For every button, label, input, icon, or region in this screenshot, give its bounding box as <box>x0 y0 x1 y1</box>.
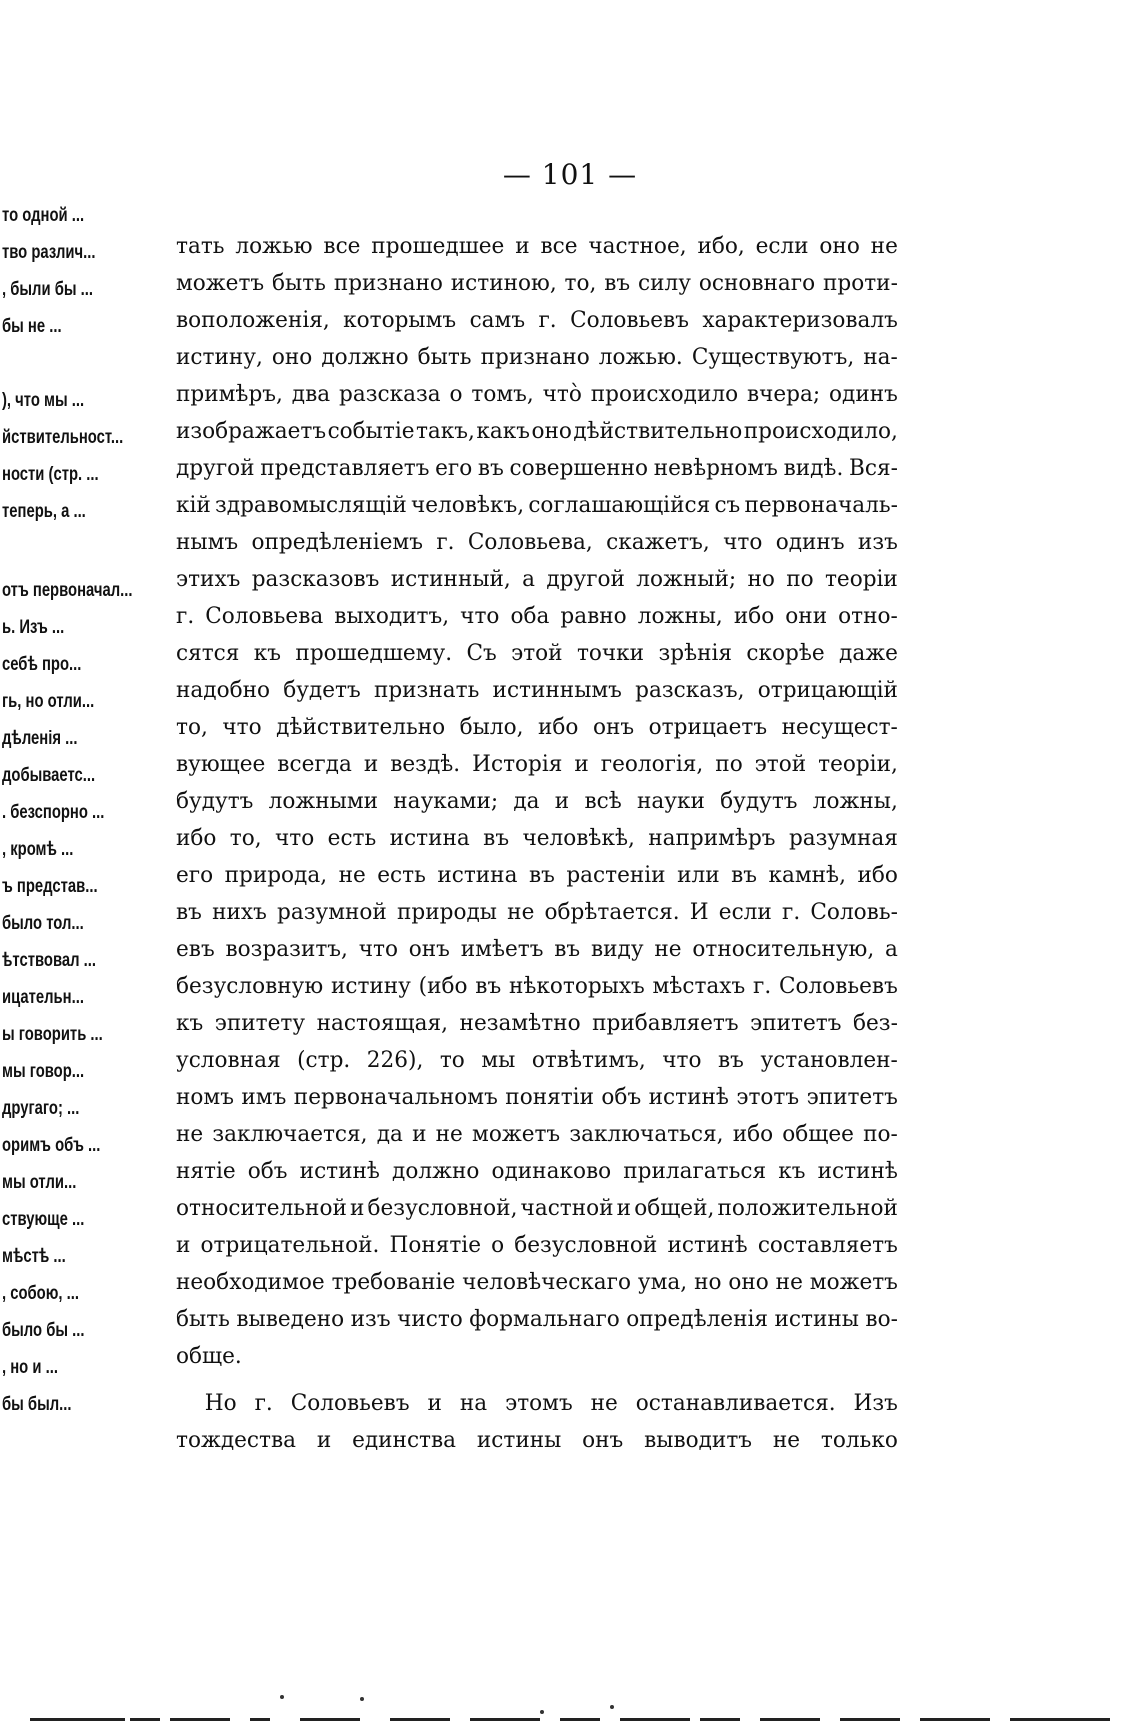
text-line: номъ имъ первоначальномъ понятіи объ истинѣ этотъ эпитетъ <box>176 1084 898 1110</box>
text-line: безусловную истину (ибо въ нѣкоторыхъ мѣстахъ г. Соловьевъ <box>176 973 898 999</box>
text-line: этихъ разсказовъ истинный, а другой ложный; но по теоріи <box>176 566 898 592</box>
margin-fragment: отъ первоначал... <box>2 580 133 601</box>
text-line: кій здравомыслящій человѣкъ, соглашающійся съ первоначаль- <box>176 492 898 518</box>
text-line: условная (стр. 226), то мы отвѣтимъ, что въ установлен- <box>176 1047 898 1073</box>
text-line: быть выведено изъ чисто формальнаго опредѣленія истины во- <box>176 1306 898 1332</box>
text-line: относительной и безусловной, частной и общей, положительной <box>176 1195 898 1221</box>
text-line: надобно будетъ признать истиннымъ разсказъ, отрицающій <box>176 677 898 703</box>
margin-fragment: дѣленія ... <box>2 728 78 749</box>
margin-fragment: бы был... <box>2 1394 72 1415</box>
text-line: евъ возразитъ, что онъ имѣетъ въ виду не относительную, а <box>176 936 898 962</box>
margin-fragment: ицательн... <box>2 987 84 1008</box>
margin-fragment: другаго; ... <box>2 1098 80 1119</box>
margin-fragment: , но и ... <box>2 1357 58 1378</box>
scan-speck <box>280 1695 284 1699</box>
text-line: его природа, не есть истина въ растеніи или въ камнѣ, ибо <box>176 862 898 888</box>
page-number: — 101 — <box>502 158 638 191</box>
text-line: воположенія, которымъ самъ г. Соловьевъ характеризовалъ <box>176 307 898 333</box>
text-line: примѣръ, два разсказа о томъ, что̀ происходило вчера; одинъ <box>176 381 898 407</box>
text-line: не заключается, да и не можетъ заключаться, ибо общее по- <box>176 1121 898 1147</box>
margin-fragment: ъ представ... <box>2 876 98 897</box>
margin-fragment: ь. Изъ ... <box>2 617 65 638</box>
text-line: можетъ быть признано истиною, то, въ силу основнаго проти- <box>176 270 898 296</box>
text-line: ибо то, что есть истина въ человѣкѣ, напримѣръ разумная <box>176 825 898 851</box>
margin-fragment: бы не ... <box>2 316 62 337</box>
text-line: необходимое требованіе человѣческаго ума, но оно не можетъ <box>176 1269 898 1295</box>
margin-fragment: ы говорить ... <box>2 1024 103 1045</box>
text-line: другой представляетъ его въ совершенно невѣрномъ видѣ. Вся- <box>176 455 898 481</box>
bottom-scan-rule <box>0 1718 1140 1721</box>
text-line: къ эпитету настоящая, незамѣтно прибавляетъ эпитетъ без- <box>176 1010 898 1036</box>
margin-fragment: мы отли... <box>2 1172 77 1193</box>
margin-fragment: оримъ объ ... <box>2 1135 101 1156</box>
margin-fragment: , кромѣ ... <box>2 839 74 860</box>
margin-fragment: , были бы ... <box>2 279 93 300</box>
margin-fragment: было бы ... <box>2 1320 85 1341</box>
scan-speck <box>360 1697 364 1701</box>
text-line: нятіе объ истинѣ должно одинаково прилагаться къ истинѣ <box>176 1158 898 1184</box>
text-line: будутъ ложными науками; да и всѣ науки будутъ ложны, <box>176 788 898 814</box>
margin-fragment: ), что мы ... <box>2 390 85 411</box>
text-line: изображаетъ событіе такъ, какъ оно дѣйствительно происходило, <box>176 418 898 444</box>
text-line: Но г. Соловьевъ и на этомъ не останавливается. Изъ <box>204 1390 898 1416</box>
text-line: то, что дѣйствительно было, ибо онъ отрицаетъ несущест- <box>176 714 898 740</box>
text-line: г. Соловьева выходитъ, что оба равно ложны, ибо они отно- <box>176 603 898 629</box>
margin-fragment: гь, но отли... <box>2 691 95 712</box>
scan-speck <box>610 1705 614 1709</box>
text-line: въ нихъ разумной природы не обрѣтается. И если г. Соловь- <box>176 899 898 925</box>
margin-fragment: теперь, а ... <box>2 501 86 522</box>
margin-fragment: добываетс... <box>2 765 96 786</box>
margin-fragment: было тол... <box>2 913 84 934</box>
margin-fragment: мы говор... <box>2 1061 85 1082</box>
text-line: вующее всегда и вездѣ. Исторія и геологія, по этой теоріи, <box>176 751 898 777</box>
margin-fragment: то одной ... <box>2 205 85 226</box>
margin-fragment: , собою, ... <box>2 1283 79 1304</box>
text-line: тождества и единства истины онъ выводитъ не только <box>176 1427 898 1453</box>
scan-speck <box>540 1710 544 1714</box>
text-line: и отрицательной. Понятіе о безусловной истинѣ составляетъ <box>176 1232 898 1258</box>
text-line: истину, оно должно быть признано ложью. Существуютъ, на- <box>176 344 898 370</box>
paragraph-1 <box>176 228 928 1375</box>
main-text-column <box>176 228 928 1459</box>
text-line: тать ложью все прошедшее и все частное, ибо, если оно не <box>176 233 898 259</box>
text-line: обще. <box>176 1343 242 1369</box>
text-line: нымъ опредѣленіемъ г. Соловьева, скажетъ, что одинъ изъ <box>176 529 898 555</box>
text-line: сятся къ прошедшему. Съ этой точки зрѣнія скорѣе даже <box>176 640 898 666</box>
margin-fragment: тво различ... <box>2 242 96 263</box>
margin-fragment: . безспорно ... <box>2 802 105 823</box>
margin-fragment: ности (стр. ... <box>2 464 99 485</box>
margin-fragment: себѣ про... <box>2 654 82 675</box>
margin-fragment: ѣтствовал ... <box>2 950 96 971</box>
paragraph-2 <box>176 1385 928 1459</box>
margin-fragment: мѣстѣ ... <box>2 1246 66 1267</box>
margin-fragment: ствующе ... <box>2 1209 85 1230</box>
margin-fragment: йствительност... <box>2 427 124 448</box>
